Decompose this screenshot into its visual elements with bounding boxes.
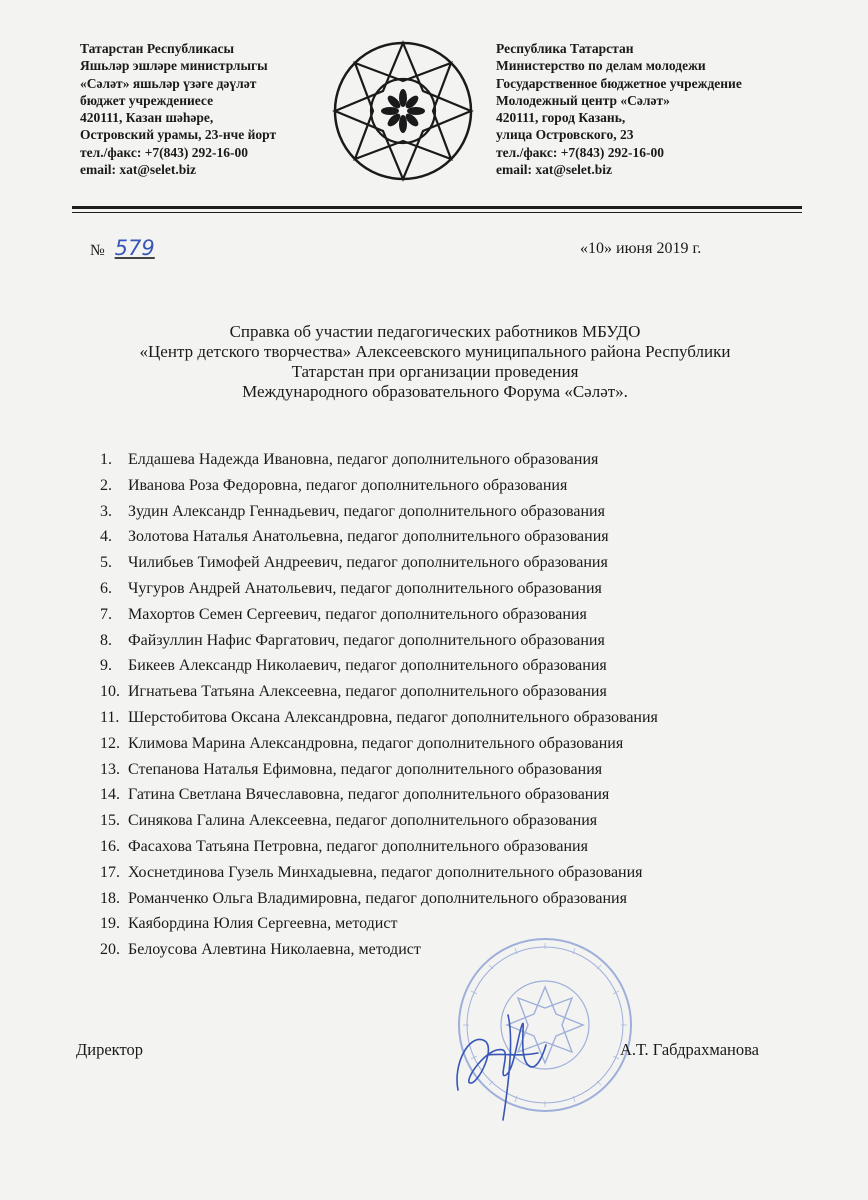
header-right-line: тел./факс: +7(843) 292-16-00 (496, 144, 665, 160)
list-item-number: 18. (100, 889, 120, 907)
list-item-number: 6. (100, 579, 112, 597)
header-right-line: email: xat@selet.biz (496, 162, 613, 178)
list-item-text: Синякова Галина Алексеевна, педагог дополнительного образования (128, 812, 598, 830)
list-item (100, 447, 658, 473)
list-item (100, 860, 658, 886)
list-item (100, 782, 658, 808)
list-item-number: 3. (100, 502, 112, 520)
header-right-line: Республика Татарстан (496, 41, 634, 56)
list-item-text: Елдашева Надежда Ивановна, педагог дополнительного образования (128, 451, 599, 468)
list-item (100, 911, 658, 937)
list-item-text: Фасахова Татьяна Петровна, педагог дополнительного образования (128, 837, 588, 855)
list-item-text: Бикеев Александр Николаевич, педагог дополнительного образования (128, 657, 607, 675)
number-value-handwritten: 579 (114, 236, 155, 260)
list-item (100, 473, 658, 499)
list-item-number: 19. (100, 915, 120, 933)
list-item-text: Игнатьева Татьяна Алексеевна, педагог дополнительного образования (128, 683, 607, 701)
list-item-number: 17. (100, 863, 120, 881)
header-left-line: бюджет учреждениесе (80, 92, 214, 108)
title-line: «Центр детского творчества» Алексеевского муниципального района Республики (139, 342, 731, 361)
list-item (100, 576, 658, 602)
list-item-text: Белоусова Алевтина Николаевна, методист (128, 941, 421, 959)
list-item (100, 886, 658, 912)
list-item-number: 4. (100, 528, 112, 546)
header-left-line: «Сәләт» яшьләр үзәге дәүләт (80, 75, 257, 91)
document-title (60, 322, 810, 402)
title-line: Международного образовательного Форума «Сәләт». (242, 382, 628, 401)
number-label: № (90, 242, 105, 259)
list-item-number: 9. (100, 657, 112, 675)
list-item (100, 808, 658, 834)
list-item-number: 5. (100, 554, 112, 572)
list-item-text: Степанова Наталья Ефимовна, педагог дополнительного образования (128, 760, 603, 778)
list-item-number: 1. (100, 451, 112, 468)
list-item (100, 731, 658, 757)
list-item (100, 499, 658, 525)
list-item-number: 11. (100, 708, 120, 726)
header-right-line: улица Островского, 23 (496, 127, 634, 143)
list-item-text: Иванова Роза Федоровна, педагог дополнительного образования (128, 476, 568, 494)
list-item-text: Каябордина Юлия Сергеевна, методист (128, 915, 398, 933)
participants-list (100, 447, 658, 963)
list-item-number: 12. (100, 734, 120, 752)
title-line: Татарстан при организации проведения (291, 362, 579, 381)
list-item-number: 16. (100, 837, 120, 855)
list-item-text: Климова Марина Александровна, педагог дополнительного образования (128, 734, 624, 752)
list-item (100, 705, 658, 731)
list-item (100, 524, 658, 550)
list-item (100, 679, 658, 705)
header-right-line: Молодежный центр «Сәләт» (496, 92, 670, 108)
list-item-number: 8. (100, 631, 112, 649)
list-item-number: 15. (100, 812, 120, 830)
list-item-text: Махортов Семен Сергеевич, педагог дополнительного образования (128, 605, 587, 623)
list-item-number: 20. (100, 941, 120, 959)
selet-emblem-logo (328, 36, 478, 186)
list-item-text: Гатина Светлана Вячеславовна, педагог дополнительного образования (128, 786, 610, 804)
list-item-number: 14. (100, 786, 120, 804)
list-item-number: 13. (100, 760, 120, 778)
document-date: «10» июня 2019 г. (580, 240, 702, 257)
header-right-block (496, 40, 796, 178)
title-line: Справка об участии педагогических работников МБУДО (229, 322, 641, 341)
header-left-line: тел./факс: +7(843) 292-16-00 (80, 144, 249, 160)
header-right-line: Государственное бюджетное учреждение (496, 75, 742, 91)
list-item-text: Чилибьев Тимофей Андреевич, педагог дополнительного образования (128, 554, 608, 572)
header-divider-thick (72, 206, 802, 209)
list-item-text: Золотова Наталья Анатольевна, педагог дополнительного образования (128, 528, 609, 546)
list-item (100, 834, 658, 860)
list-item (100, 757, 658, 783)
list-item-text: Хоснетдинова Гузель Минхадыевна, педагог дополнительного образования (128, 863, 643, 881)
header-left-line: 420111, Казан шәһәре, (80, 110, 214, 126)
header-divider-thin (72, 212, 802, 213)
header-left-line: Островский урамы, 23-нче йорт (80, 127, 277, 143)
header-left-block (80, 40, 330, 178)
document-number (90, 236, 155, 260)
list-item-text: Шерстобитова Оксана Александровна, педагог дополнительного образования (128, 708, 658, 726)
signature-name: А.Т. Габдрахманова (620, 1040, 760, 1059)
header-right-line: Министерство по делам молодежи (496, 58, 706, 74)
header-left-line: Яшьләр эшләре министрлыгы (80, 58, 268, 74)
header-left-line: Татарстан Республикасы (80, 41, 235, 56)
header-right-line: 420111, город Казань, (496, 110, 626, 126)
list-item-number: 10. (100, 683, 120, 701)
list-item-text: Романченко Ольга Владимировна, педагог дополнительного образования (128, 889, 627, 907)
signature-role: Директор (76, 1040, 143, 1059)
list-item-text: Чугуров Андрей Анатольевич, педагог дополнительного образования (128, 579, 602, 597)
director-signature (448, 995, 558, 1125)
list-item-number: 2. (100, 476, 112, 494)
list-item (100, 602, 658, 628)
list-item-text: Зудин Александр Геннадьевич, педагог дополнительного образования (128, 502, 605, 520)
list-item-text: Файзуллин Нафис Фаргатович, педагог дополнительного образования (128, 631, 605, 649)
list-item (100, 653, 658, 679)
header-left-line: email: xat@selet.biz (80, 162, 197, 178)
list-item-number: 7. (100, 605, 112, 623)
list-item (100, 628, 658, 654)
list-item (100, 550, 658, 576)
